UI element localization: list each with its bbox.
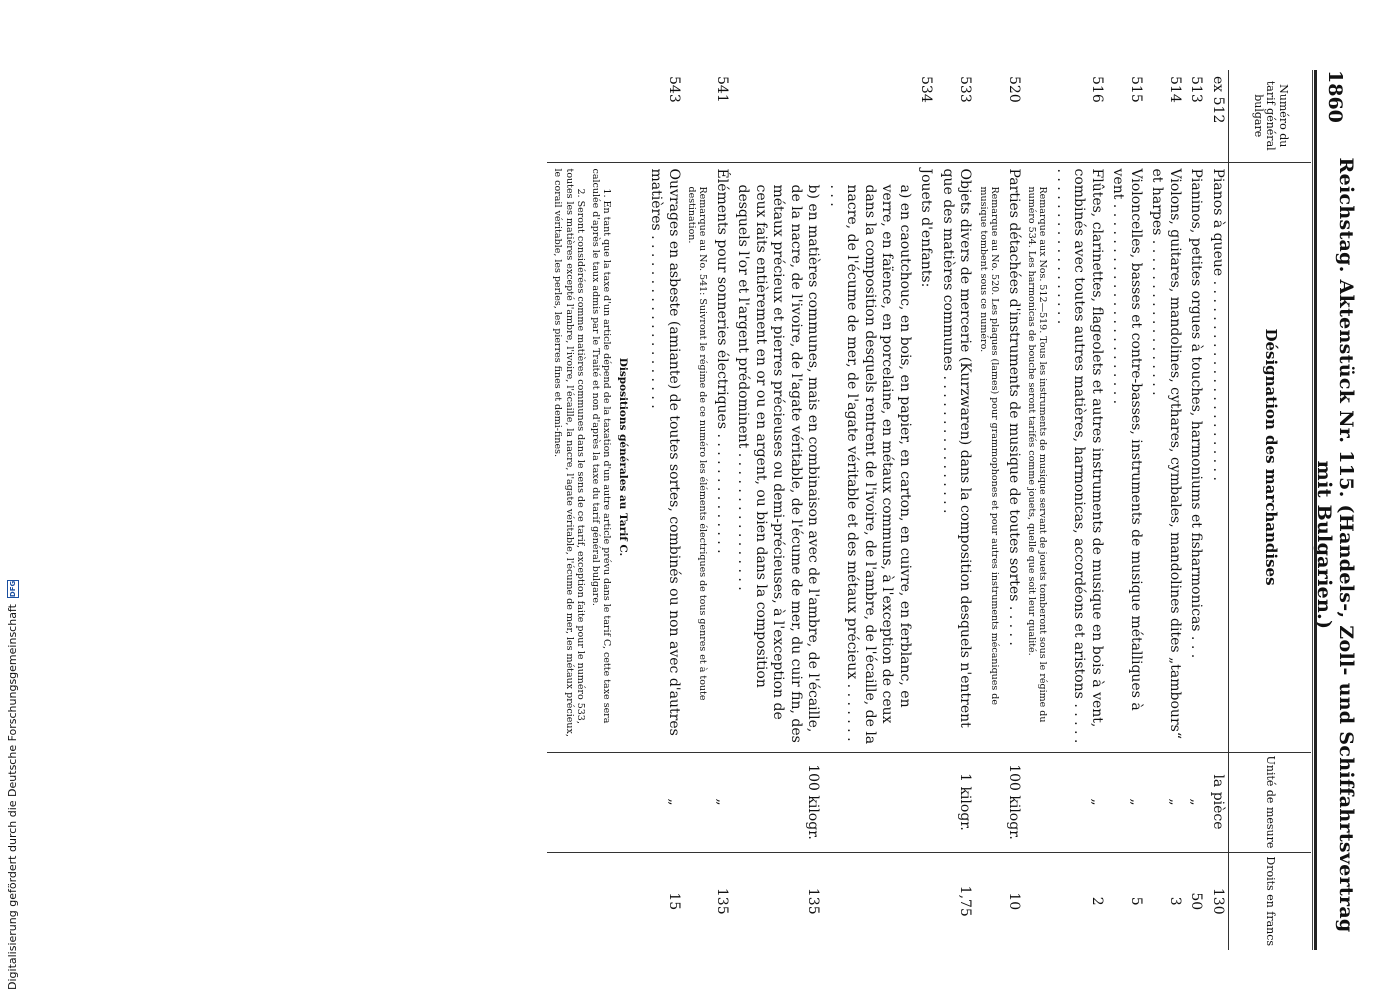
tariff-number: 513	[1188, 76, 1205, 103]
item-designation: Éléments pour sonneries électriques . . . . . . . . . . . . . .	[710, 162, 732, 752]
table-row	[915, 70, 937, 950]
tariff-number: ex 512	[1210, 76, 1226, 124]
table-row	[975, 70, 1002, 950]
unit-of-measure: la pièce	[1207, 752, 1229, 852]
item-designation: Jouets d'enfants:	[915, 162, 937, 752]
disposition-2: 2. Seront considérées comme matières communes dans le sens de ce tarif, exception faite pour le numéro 533, toutes les matières excepté l'ambre, l'ivoire, l'écaille, la nacre, l'agate véritable, l'écume de mer, les métaux précieux, le corail véritable, les perles, les pierres fines et demi-fines.	[552, 168, 587, 737]
dfg-logo: DFG	[8, 580, 17, 598]
empty-cell	[547, 752, 645, 852]
duty-francs: 135	[710, 852, 732, 950]
table-row	[823, 70, 915, 950]
remark-note: Remarque au No. 541: Suivront le régime de ce numéro les éléments électriques de tous genres et à toute destination.	[684, 162, 711, 752]
tariff-number: 533	[957, 76, 974, 103]
tariff-number: 515	[1128, 76, 1144, 103]
unit-of-measure	[1024, 752, 1051, 852]
unit-of-measure: „	[645, 752, 684, 852]
header-unit: Unité de mesure	[1229, 752, 1312, 852]
duty-francs: 2	[1051, 852, 1108, 950]
credit-text: Digitalisierung gefördert durch die Deutsche Forschungsgemeinschaft	[6, 604, 19, 990]
item-designation: Parties détachées d'instruments de musique de toutes sortes . . . . .	[1002, 162, 1024, 752]
duty-francs	[823, 852, 915, 950]
tariff-number: 516	[1089, 76, 1105, 103]
duty-francs	[975, 852, 1002, 950]
empty-cell	[547, 70, 645, 162]
duty-francs: 50	[1185, 852, 1207, 950]
table-row	[684, 70, 711, 950]
remark-note: Remarque au No. 520. Les plaques (lames) pour grammophones et pour autres instruments mécaniques de musique tombent sous ce numéro.	[975, 162, 1002, 752]
item-designation: Pianinos, petites orgues à touches, harmoniums et fisharmonicas . . .	[1185, 162, 1207, 752]
item-designation: Flûtes, clarinettes, flageolets et autres instruments de musique en bois à vent, combinés avec toutes autres matières, harmonicas, accordéons et aristons . . . . . . . . . . . . . . . . . . . . . . .	[1051, 162, 1108, 752]
item-designation: Violoncelles, basses et contre-basses, instruments de musique métalliques à vent . . . . . . . . . . . . . . . . . . . . . . .	[1107, 162, 1146, 752]
page-number: 1860	[1324, 70, 1346, 123]
item-designation: Violons, guitares, mandolines, cythares, cymbales, mandolines dites „tambours“ et harpes . . . . . . . . . . . . . . . . . .	[1146, 162, 1185, 752]
duty-francs	[684, 852, 711, 950]
duty-francs: 1,75	[936, 852, 975, 950]
table-header-row	[1229, 70, 1312, 950]
tariff-number	[975, 70, 1002, 162]
table-body	[547, 70, 1228, 950]
tariff-number	[732, 70, 824, 162]
dispositions-row	[547, 70, 645, 950]
unit-of-measure	[684, 752, 711, 852]
unit-of-measure	[975, 752, 1002, 852]
header-number: Numéro du tarif général bulgare	[1229, 70, 1312, 162]
item-designation: b) en matières communes, mais en combinaison avec de l'ambre, de l'écaille, de la nacre, de l'ivoire, de l'agate véritable, de l'écume de mer, du cuir fin, des métaux précieux et pierres précieuses ou demi-précieuses, à l'exception de ceux faits entièrement en or ou en argent, ou bien dans la composition desquels l'or et l'argent prédominent . . . . . . . . . . . . . . . .	[732, 162, 824, 752]
duty-francs: 15	[645, 852, 684, 950]
duty-francs	[915, 852, 937, 950]
duty-francs	[1024, 852, 1051, 950]
header-duty: Droits en francs	[1229, 852, 1312, 950]
page-header	[1313, 70, 1357, 950]
unit-of-measure	[915, 752, 937, 852]
tariff-number	[1024, 70, 1051, 162]
unit-of-measure: 100 kilogr.	[732, 752, 824, 852]
running-title: Reichstag. Aktenstück Nr. 115. (Handels-, Zoll- und Schiffahrtsvertrag mit Bulgarien.)	[1313, 157, 1357, 933]
tariff-number: 534	[918, 76, 935, 103]
disposition-1: 1. En tant que la taxe d'un article dépend de la taxation d'un autre article prévu dans le tarif C, cette taxe sera calculée d'après le taux admis par le Traité et non d'après la taxe du tarif général bulgare.	[589, 168, 613, 724]
empty-cell	[547, 852, 645, 950]
table-row	[936, 70, 975, 950]
unit-of-measure: „	[1051, 752, 1108, 852]
header-rule	[1314, 70, 1317, 950]
duty-francs: 5	[1107, 852, 1146, 950]
tariff-number: 543	[665, 76, 682, 103]
unit-of-measure: „	[1146, 752, 1185, 852]
duty-francs: 135	[732, 852, 824, 950]
duty-francs: 10	[1002, 852, 1024, 950]
unit-of-measure: 1 kilogr.	[936, 752, 975, 852]
unit-of-measure: „	[710, 752, 732, 852]
general-dispositions	[547, 162, 645, 752]
table-row	[1024, 70, 1051, 950]
tariff-number: 520	[1005, 76, 1022, 103]
dispositions-title: Dispositions générales au Tarif C.	[616, 357, 629, 557]
item-designation: Pianos à queue . . . . . . . . . . . . . . . . . . . . . . .	[1207, 162, 1229, 752]
table-row	[645, 70, 684, 950]
table-row	[732, 70, 824, 950]
tariff-number: 514	[1167, 76, 1183, 103]
table-row	[1146, 70, 1185, 950]
tariff-number	[823, 70, 915, 162]
table-row	[1107, 70, 1146, 950]
tariff-number	[684, 70, 711, 162]
table-row	[1185, 70, 1207, 950]
table-row	[1207, 70, 1229, 950]
table-row	[1051, 70, 1108, 950]
unit-of-measure: „	[1185, 752, 1207, 852]
duty-francs: 3	[1146, 852, 1185, 950]
item-designation: a) en caoutchouc, en bois, en papier, en carton, en cuivre, en ferblanc, en verre, en faïence, en porcelaine, en métaux communs, à l'exception de ceux dans la composition desquels rentrent de l'ivoire, de l'ambre, de l'écaille, de la nacre, de l'écume de mer, de l'agate véritable et des métaux précieux . . . . . . . . . .	[823, 162, 915, 752]
header-rule-thin	[1312, 70, 1313, 950]
table-row	[1002, 70, 1024, 950]
item-designation: Objets divers de mercerie (Kurzwaren) dans la composition desquels n'entrent que des matières communes . . . . . . . . . . . . . . . .	[936, 162, 975, 752]
unit-of-measure	[823, 752, 915, 852]
tariff-table	[547, 70, 1311, 950]
unit-of-measure: „	[1107, 752, 1146, 852]
unit-of-measure: 100 kilogr.	[1002, 752, 1024, 852]
item-designation: Ouvrages en asbeste (amiante) de toutes sortes, combinés ou non avec d'autres matières . . . . . . . . . . . . . . . . . . . .	[645, 162, 684, 752]
remark-note: Remarque aux Nos. 512—519. Tous les instruments de musique servant de jouets tomberont sous le régime du numéro 534. Les harmonicas de bouche seront tarifés comme jouets, quelle que soit leur qualité.	[1024, 162, 1051, 752]
tariff-number: 541	[713, 76, 730, 103]
duty-francs: 130	[1207, 852, 1229, 950]
header-designation: Désignation des marchandises	[1229, 162, 1312, 752]
table-row	[710, 70, 732, 950]
